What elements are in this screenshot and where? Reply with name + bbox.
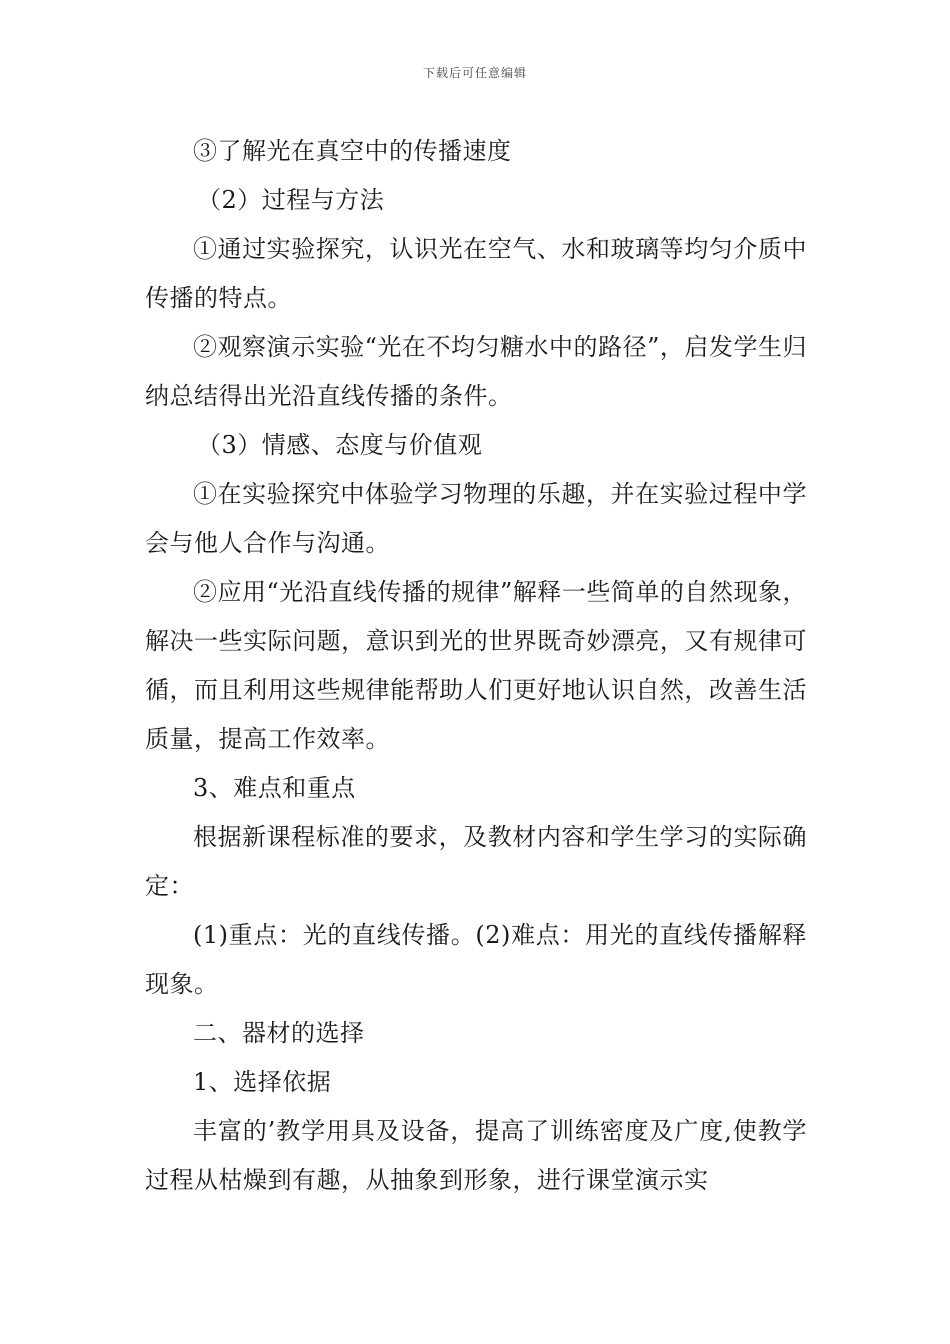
paragraph-key-and-difficult-points: (1)重点：光的直线传播。(2)难点：用光的直线传播解释现象。 [145, 921, 807, 998]
heading-emotion-attitude-values: （3）情感、态度与价值观 [197, 431, 483, 459]
paragraph-curriculum-standard: 根据新课程标准的要求，及教材内容和学生学习的实际确定： [145, 823, 807, 900]
heading-process-and-method: （2）过程与方法 [197, 186, 385, 214]
document-body [145, 127, 807, 1205]
paragraph-experiment-inquiry: ①通过实验探究，认识光在空气、水和玻璃等均匀介质中传播的特点。 [145, 235, 807, 312]
paragraph-teaching-tools: 丰富的’教学用具及设备，提高了训练密度及广度,使教学过程从枯燥到有趣，从抽象到形象，进行课堂演示实 [145, 1117, 807, 1194]
paragraph-demo-experiment: ②观察演示实验“光在不均匀糖水中的路径”，启发学生归纳总结得出光沿直线传播的条件。 [145, 333, 807, 410]
heading-equipment-selection: 二、器材的选择 [193, 1019, 365, 1047]
heading-difficulty-and-key-points: 3、难点和重点 [193, 774, 356, 802]
page-header: 下载后可任意编辑 [422, 66, 527, 80]
paragraph-apply-law: ②应用“光沿直线传播的规律”解释一些简单的自然现象，解决一些实际问题，意识到光的世界既奇妙漂亮，又有规律可循，而且利用这些规律能帮助人们更好地认识自然，改善生活质量，提高工作效率。 [145, 578, 807, 753]
heading-selection-basis: 1、选择依据 [193, 1068, 332, 1096]
paragraph-speed-of-light: ③了解光在真空中的传播速度 [193, 137, 512, 165]
paragraph-physics-fun: ①在实验探究中体验学习物理的乐趣，并在实验过程中学会与他人合作与沟通。 [145, 480, 807, 557]
